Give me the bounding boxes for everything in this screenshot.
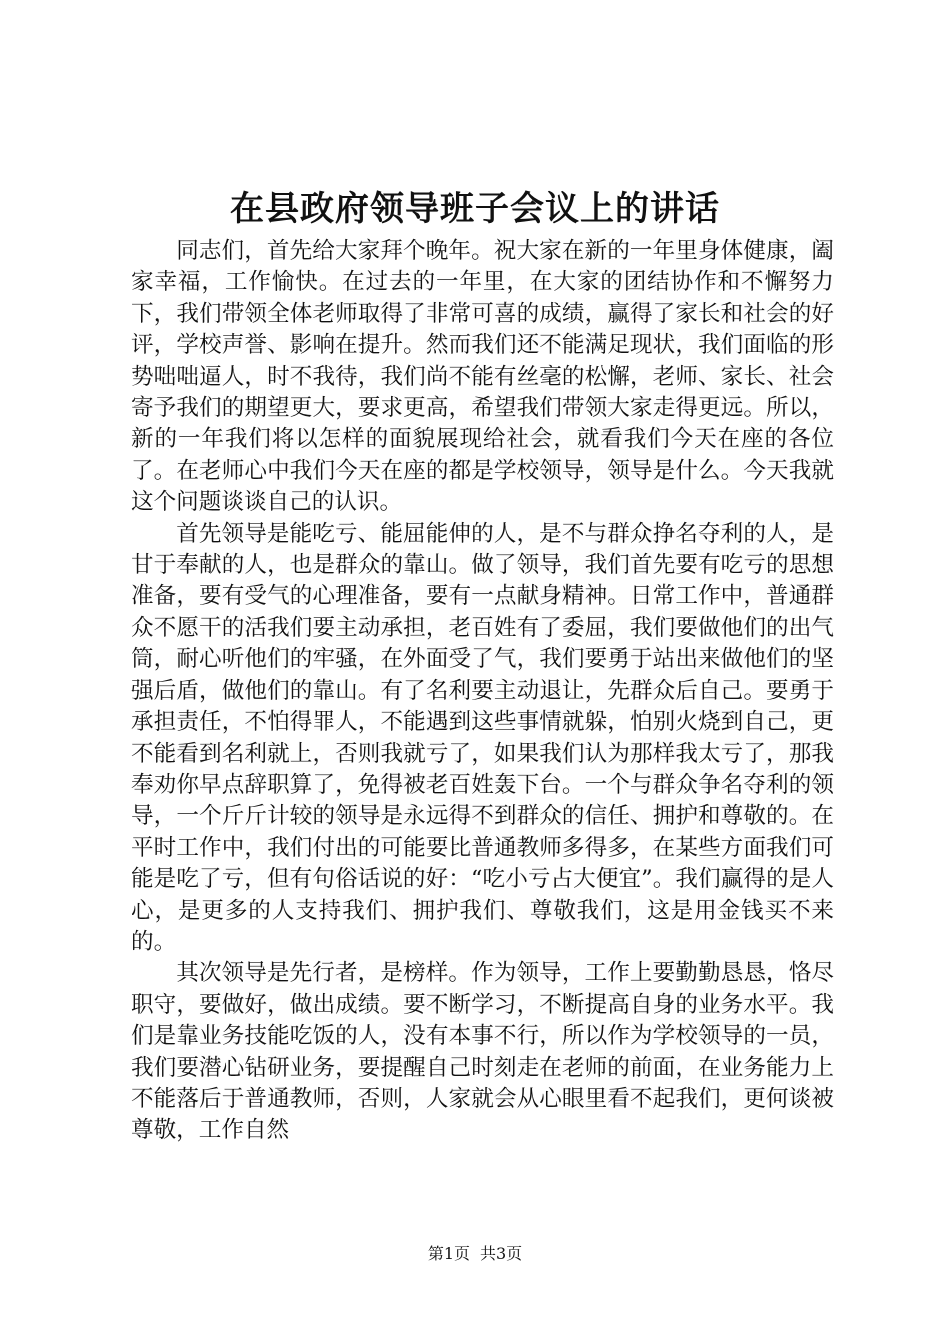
document-title: 在县政府领导班子会议上的讲话 [230, 189, 720, 229]
paragraph-1: 同志们，首先给大家拜个晚年。祝大家在新的一年里身体健康，阖家幸福，工作愉快。在过去的一年里，在大家的团结协作和不懈努力下，我们带领全体老师取得了非常可喜的成绩，赢得了家长和社会的好评，学校声誉、影响在提升。然而我们还不能满足现状，我们面临的形势咄咄逼人，时不我待，我们尚不能有丝毫的松懈，老师、家长、社会寄予我们的期望更大，要求更高，希望我们带领大家走得更远。所以，新的一年我们将以怎样的面貌展现给社会，就看我们今天在座的各位了。在老师心中我们今天在座的都是学校领导，领导是什么。今天我就这个问题谈谈自己的认识。 [131, 238, 834, 516]
paragraph-3: 其次领导是先行者，是榜样。作为领导，工作上要勤勤恳恳，恪尽职守，要做好，做出成绩。要不断学习，不断提高自身的业务水平。我们是靠业务技能吃饭的人，没有本事不行，所以作为学校领导的一员，我们要潜心钻研业务，要提醒自己时刻走在老师的前面，在业务能力上不能落后于普通教师，否则，人家就会从心眼里看不起我们，更何谈被尊敬，工作自然 [131, 960, 834, 1144]
paragraph-2: 首先领导是能吃亏、能屈能伸的人，是不与群众挣名夺利的人，是甘于奉献的人，也是群众的靠山。做了领导，我们首先要有吃亏的思想准备，要有受气的心理准备，要有一点献身精神。日常工作中，普通群众不愿干的活我们要主动承担，老百姓有了委屈，我们要做他们的出气筒，耐心听他们的牢骚，在外面受了气，我们要勇于站出来做他们的坚强后盾，做他们的靠山。有了名利要主动退让，先群众后自己。要勇于承担责任，不怕得罪人，不能遇到这些事情就躲，怕别火烧到自己，更不能看到名利就上，否则我就亏了，如果我们认为那样我太亏了，那我奉劝你早点辞职算了，免得被老百姓轰下台。一个与群众争名夺利的领导，一个斤斤计较的领导是永远得不到群众的信任、拥护和尊敬的。在平时工作中，我们付出的可能要比普通教师多得多，在某些方面我们可能是吃了亏，但有句俗话说的好：“吃小亏占大便宜”。我们赢得的是人心，是更多的人支持我们、拥护我们、尊敬我们，这是用金钱买不来的。 [131, 520, 834, 955]
page-total: 共3页 [480, 1244, 523, 1263]
document-body [131, 236, 834, 1147]
page-footer [0, 1243, 950, 1265]
page-number: 第1页 [427, 1244, 470, 1263]
